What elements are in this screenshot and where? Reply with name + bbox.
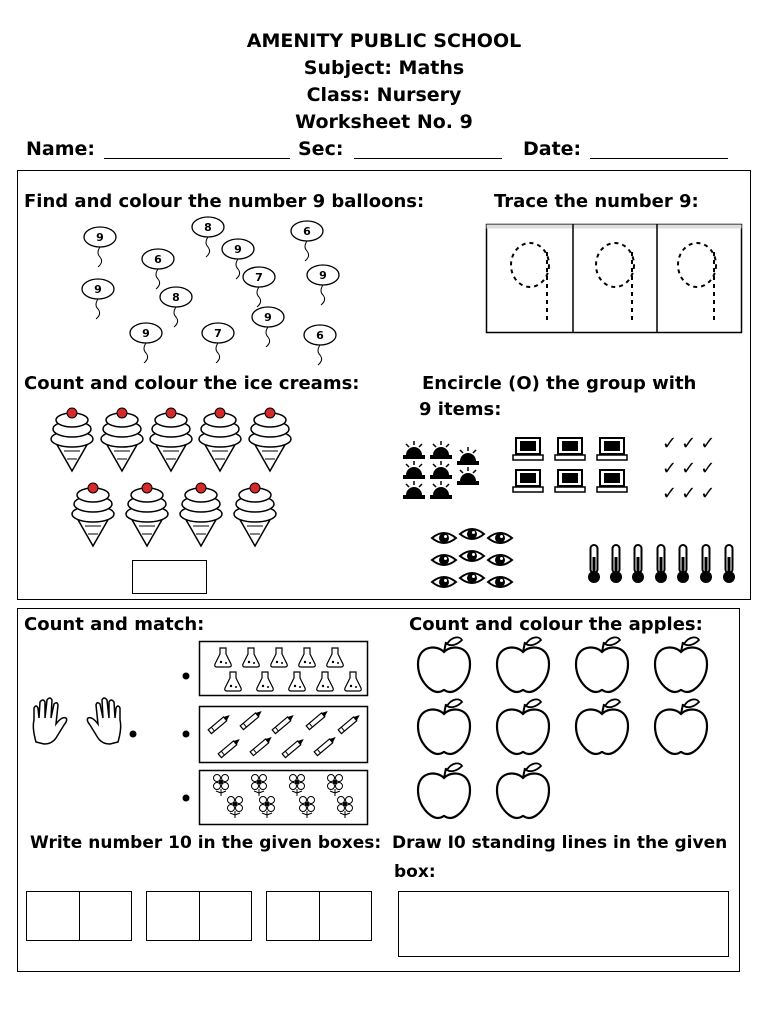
ice-cream	[150, 408, 192, 471]
date-field[interactable]	[590, 158, 728, 159]
write-box[interactable]	[199, 891, 252, 941]
apples-title: Count and colour the apples:	[409, 614, 703, 635]
apple	[497, 699, 549, 754]
encircle-title-line-2: 9 items:	[419, 399, 502, 420]
ice-cream	[101, 408, 143, 471]
match-title: Count and match:	[24, 614, 205, 635]
hand-icon	[87, 698, 120, 744]
checkmark-icon: ✓	[681, 458, 701, 479]
pencil-box[interactable]	[199, 706, 369, 764]
balloon[interactable]	[291, 221, 323, 261]
trace-title: Trace the number 9:	[494, 191, 699, 212]
laptop-group[interactable]	[512, 436, 632, 500]
balloon[interactable]	[243, 267, 275, 307]
flower-box[interactable]	[199, 770, 369, 826]
checkmark-group[interactable]	[662, 431, 732, 506]
ice-cream	[199, 408, 241, 471]
apple	[418, 699, 470, 754]
alarm-group[interactable]	[400, 435, 490, 505]
balloon[interactable]	[142, 249, 174, 289]
ice-cream	[249, 408, 291, 471]
balloon-number: 6	[154, 253, 162, 266]
balloon-number: 7	[214, 327, 222, 340]
subject-line: Subject: Maths	[303, 57, 465, 79]
balloon[interactable]	[130, 323, 162, 363]
apple	[655, 637, 707, 692]
balloons-title: Find and colour the number 9 balloons:	[24, 191, 425, 212]
apple	[655, 699, 707, 754]
balloon-number: 9	[142, 327, 150, 340]
draw-lines-title-line-2: box:	[394, 862, 436, 882]
write-box[interactable]	[266, 891, 320, 941]
balloon[interactable]	[82, 279, 114, 319]
balloon-number: 6	[303, 225, 311, 238]
balloon-number: 9	[94, 283, 102, 296]
name-label: Name:	[26, 138, 96, 160]
checkmark-icon: ✓	[662, 483, 682, 504]
balloon-number: 9	[234, 243, 242, 256]
ice-cream-count-box[interactable]	[132, 560, 207, 594]
worksheet-number: Worksheet No. 9	[295, 111, 473, 133]
match-dots[interactable]	[128, 664, 198, 806]
checkmark-icon: ✓	[681, 483, 701, 504]
draw-lines-title-line-1: Draw I0 standing lines in the given	[392, 833, 728, 853]
flask-box[interactable]	[199, 641, 369, 697]
trace-nine-panel[interactable]	[486, 224, 742, 334]
apple	[418, 637, 470, 692]
draw-lines-box[interactable]	[398, 891, 729, 957]
ice-cream	[234, 483, 276, 546]
apple-group	[408, 636, 728, 826]
apple	[497, 637, 549, 692]
write-box[interactable]	[26, 891, 80, 941]
balloon-number: 9	[319, 269, 327, 282]
balloon-number: 6	[316, 329, 324, 342]
write-box[interactable]	[319, 891, 372, 941]
apple	[576, 699, 628, 754]
balloon-cluster	[70, 215, 350, 365]
balloon[interactable]	[202, 323, 234, 363]
encircle-title-line-1: Encircle (O) the group with	[422, 373, 697, 394]
pencil-dot	[183, 731, 190, 738]
apple	[576, 637, 628, 692]
checkmark-icon: ✓	[700, 433, 720, 454]
ice-cream	[180, 483, 222, 546]
ice-cream-group	[40, 405, 310, 555]
ice-cream	[51, 408, 93, 471]
balloon[interactable]	[160, 287, 192, 327]
school-name: AMENITY PUBLIC SCHOOL	[246, 30, 522, 52]
balloon[interactable]	[252, 307, 284, 347]
date-label: Date:	[523, 138, 582, 160]
checkmark-icon: ✓	[681, 433, 701, 454]
checkmark-icon: ✓	[662, 433, 682, 454]
eye-group[interactable]	[428, 526, 518, 594]
balloon-number: 8	[172, 291, 180, 304]
thermometer-group[interactable]	[584, 543, 744, 585]
ice-cream-title: Count and colour the ice creams:	[24, 373, 360, 394]
balloon-number: 9	[96, 231, 104, 244]
balloon[interactable]	[192, 217, 224, 257]
balloon-number: 9	[264, 311, 272, 324]
balloon[interactable]	[304, 325, 336, 365]
apple	[418, 763, 470, 818]
sec-field[interactable]	[354, 158, 502, 159]
flask-dot	[183, 673, 190, 680]
name-field[interactable]	[104, 158, 290, 159]
balloon-number: 7	[255, 271, 263, 284]
checkmark-icon: ✓	[662, 458, 682, 479]
write-box[interactable]	[146, 891, 200, 941]
balloon[interactable]	[84, 227, 116, 267]
checkmark-icon: ✓	[700, 483, 720, 504]
write-ten-title: Write number 10 in the given boxes:	[30, 833, 382, 853]
checkmark-icon: ✓	[700, 458, 720, 479]
balloon[interactable]	[307, 265, 339, 305]
apple	[497, 763, 549, 818]
ice-cream	[72, 483, 114, 546]
class-line: Class: Nursery	[306, 84, 462, 106]
hands-image	[28, 698, 132, 746]
ice-cream	[126, 483, 168, 546]
flower-dot	[183, 795, 190, 802]
hands-dot	[130, 731, 137, 738]
write-box[interactable]	[79, 891, 132, 941]
balloon-number: 8	[204, 221, 212, 234]
sec-label: Sec:	[298, 138, 344, 160]
hand-icon	[33, 698, 66, 744]
